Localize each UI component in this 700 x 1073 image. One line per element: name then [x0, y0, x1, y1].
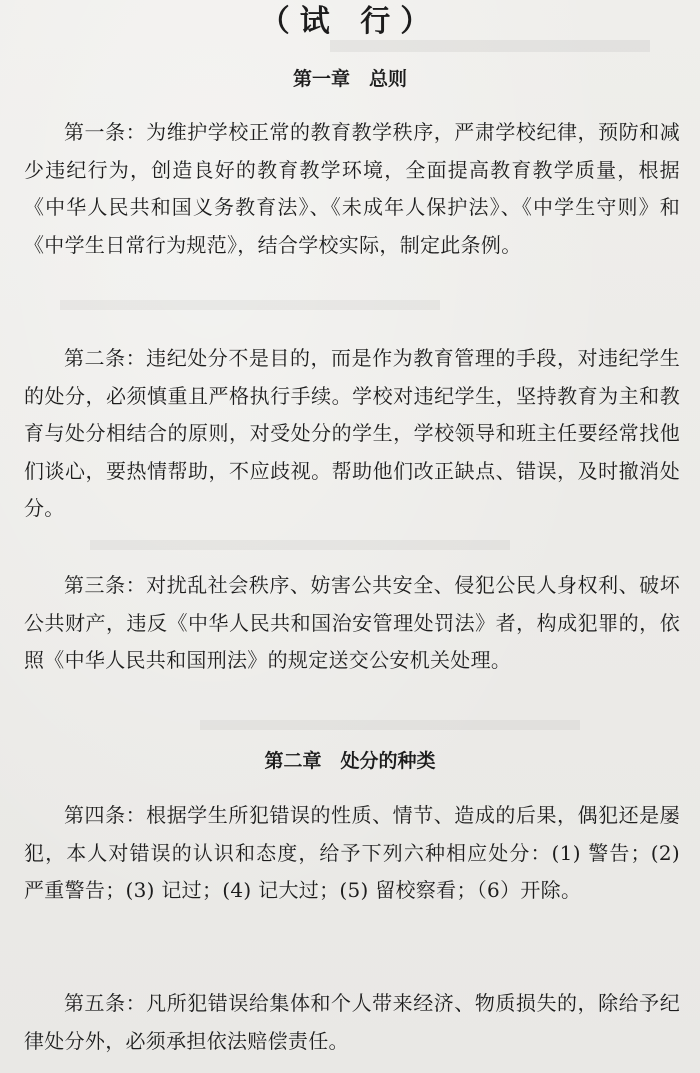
document-title: （试 行）	[259, 4, 441, 39]
chapter-heading: 第一章 总则	[292, 68, 407, 90]
article-1: 第一条：为维护学校正常的教育教学秩序，严肃学校纪律，预防和减少违纪行为，创造良好的教育教学环境，全面提高教育教学质量，根据《中华人民共和国义务教育法》、《未成年人保护法》、《中学生守则》和《中学生日常行为规范》，结合学校实际，制定此条例。	[24, 120, 680, 257]
article-4: 第四条：根据学生所犯错误的性质、情节、造成的后果，偶犯还是屡犯，本人对错误的认识和态度，给予下列六种相应处分：(1) 警告；(2) 严重警告；(3) 记过；(4) 记大过；(5) 留校察看；（6）开除。	[24, 803, 680, 902]
article-5: 第五条：凡所犯错误给集体和个人带来经济、物质损失的，除给予纪律处分外，必须承担依法赔偿责任。	[24, 991, 680, 1053]
article-3: 第三条：对扰乱社会秩序、妨害公共安全、侵犯公民人身权利、破坏公共财产，违反《中华人民共和国治安管理处罚法》者，构成犯罪的，依照《中华人民共和国刑法》的规定送交公安机关处理。	[24, 573, 680, 672]
article-2: 第二条：违纪处分不是目的，而是作为教育管理的手段，对违纪学生的处分，必须慎重且严格执行手续。学校对违纪学生，坚持教育为主和教育与处分相结合的原则，对受处分的学生，学校领导和班主任要经常找他们谈心，要热情帮助，不应歧视。帮助他们改正缺点、错误，及时撤消处分。	[24, 346, 680, 520]
bleed-through-shadow	[60, 300, 440, 310]
chapter-heading: 第二章 处分的种类	[264, 750, 436, 772]
bleed-through-shadow	[200, 720, 580, 730]
bleed-through-shadow	[90, 540, 510, 550]
